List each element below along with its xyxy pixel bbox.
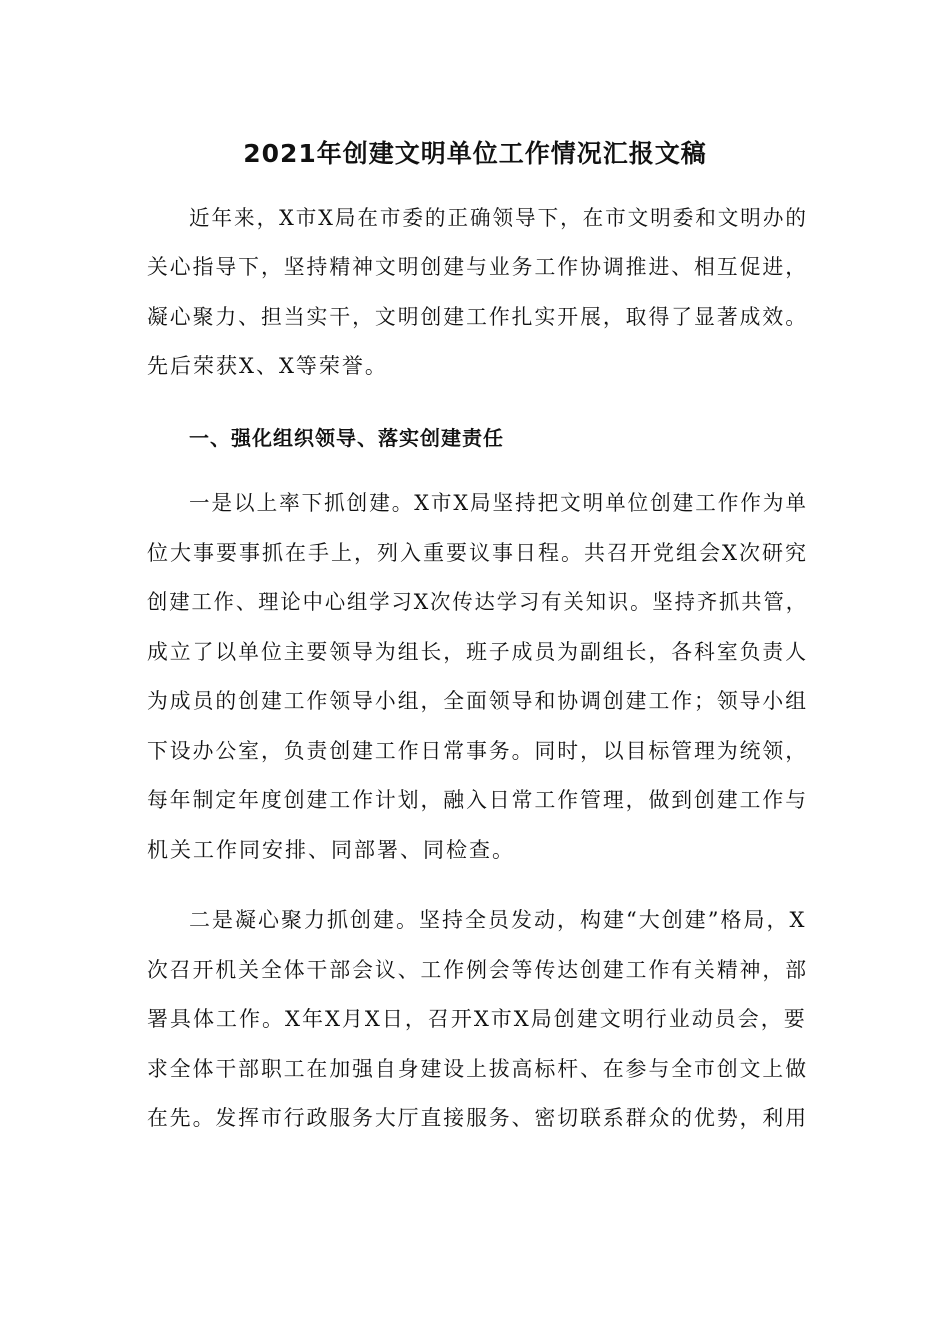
section-heading: 一、强化组织领导、落实创建责任 xyxy=(189,426,504,450)
paragraph-line: 位大事要事抓在手上，列入重要议事日程。共召开党组会X次研究 xyxy=(147,541,808,565)
intro-line: 近年来，X市X局在市委的正确领导下，在市文明委和文明办的 xyxy=(189,206,808,230)
paragraph-line: 署具体工作。X年X月X日，召开X市X局创建文明行业动员会，要 xyxy=(147,1007,807,1031)
paragraph-line: 在先。发挥市行政服务大厅直接服务、密切联系群众的优势，利用 xyxy=(147,1106,808,1130)
intro-line: 先后荣获X、X等荣誉。 xyxy=(147,354,388,378)
paragraph-line: 一是以上率下抓创建。X市X局坚持把文明单位创建工作作为单 xyxy=(189,491,808,515)
paragraph-line: 次召开机关全体干部会议、工作例会等传达创建工作有关精神，部 xyxy=(147,958,808,982)
intro-line: 关心指导下，坚持精神文明创建与业务工作协调推进、相互促进， xyxy=(147,255,808,279)
paragraph-line: 每年制定年度创建工作计划，融入日常工作管理，做到创建工作与 xyxy=(147,788,808,812)
intro-line: 凝心聚力、担当实干，文明创建工作扎实开展，取得了显著成效。 xyxy=(147,305,808,329)
paragraph-line: 二是凝心聚力抓创建。坚持全员发动，构建“大创建”格局，X xyxy=(189,908,807,932)
document-title: 2021年创建文明单位工作情况汇报文稿 xyxy=(243,139,707,168)
paragraph-line: 创建工作、理论中心组学习X次传达学习有关知识。坚持齐抓共管， xyxy=(147,590,808,614)
paragraph-line: 机关工作同安排、同部署、同检查。 xyxy=(147,838,515,862)
paragraph-line: 下设办公室，负责创建工作日常事务。同时，以目标管理为统领， xyxy=(147,739,808,763)
paragraph-line: 为成员的创建工作领导小组，全面领导和协调创建工作；领导小组 xyxy=(147,689,808,713)
paragraph-line: 求全体干部职工在加强自身建设上拔高标杆、在参与全市创文上做 xyxy=(147,1057,808,1081)
paragraph-line: 成立了以单位主要领导为组长，班子成员为副组长，各科室负责人 xyxy=(147,640,808,664)
